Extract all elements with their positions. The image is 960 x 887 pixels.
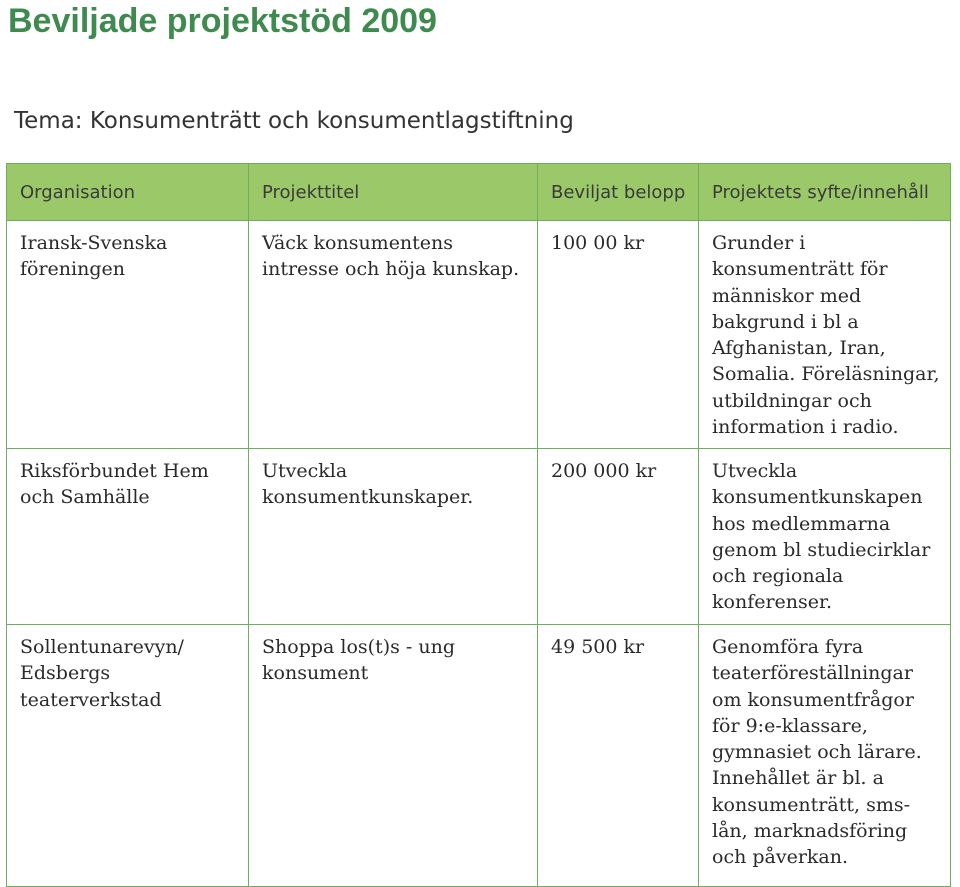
table-row xyxy=(7,221,951,449)
table-row xyxy=(7,449,951,625)
cell-belopp: 100 00 kr xyxy=(538,221,699,449)
grants-table xyxy=(6,163,951,887)
cell-syfte: Utveckla konsumentkunskapen hos medlemmarna genom bl studiecirklar och regionala konferenser. xyxy=(699,449,951,625)
cell-organisation: Riksförbundet Hem och Samhälle xyxy=(7,449,249,625)
cell-organisation: Iransk-Svenska föreningen xyxy=(7,221,249,449)
cell-organisation: Sollentunarevyn/ Edsbergs teaterverkstad xyxy=(7,625,249,887)
header-organisation: Organisation xyxy=(7,164,249,221)
theme-heading: Tema: Konsumenträtt och konsumentlagstiftning xyxy=(14,108,574,134)
page-title: Beviljade projektstöd 2009 xyxy=(8,2,437,40)
header-belopp: Beviljat belopp xyxy=(538,164,699,221)
table-row xyxy=(7,625,951,887)
cell-projekttitel: Shoppa los(t)s - ung konsument xyxy=(249,625,538,887)
cell-projekttitel: Utveckla konsumentkunskaper. xyxy=(249,449,538,625)
header-syfte: Projektets syfte/innehåll xyxy=(699,164,951,221)
table-header-row xyxy=(7,164,951,221)
cell-syfte: Grunder i konsumenträtt för människor med bakgrund i bl a Afghanistan, Iran, Somalia. Föreläsningar, utbildningar och information i radio. xyxy=(699,221,951,449)
cell-belopp: 200 000 kr xyxy=(538,449,699,625)
header-projekttitel: Projekttitel xyxy=(249,164,538,221)
cell-projekttitel: Väck konsumentens intresse och höja kunskap. xyxy=(249,221,538,449)
cell-belopp: 49 500 kr xyxy=(538,625,699,887)
cell-syfte: Genomföra fyra teaterföreställningar om konsumentfrågor för 9:e-klassare, gymnasiet och lärare. Innehållet är bl. a konsumenträtt, sms-lån, marknadsföring och påverkan. xyxy=(699,625,951,887)
